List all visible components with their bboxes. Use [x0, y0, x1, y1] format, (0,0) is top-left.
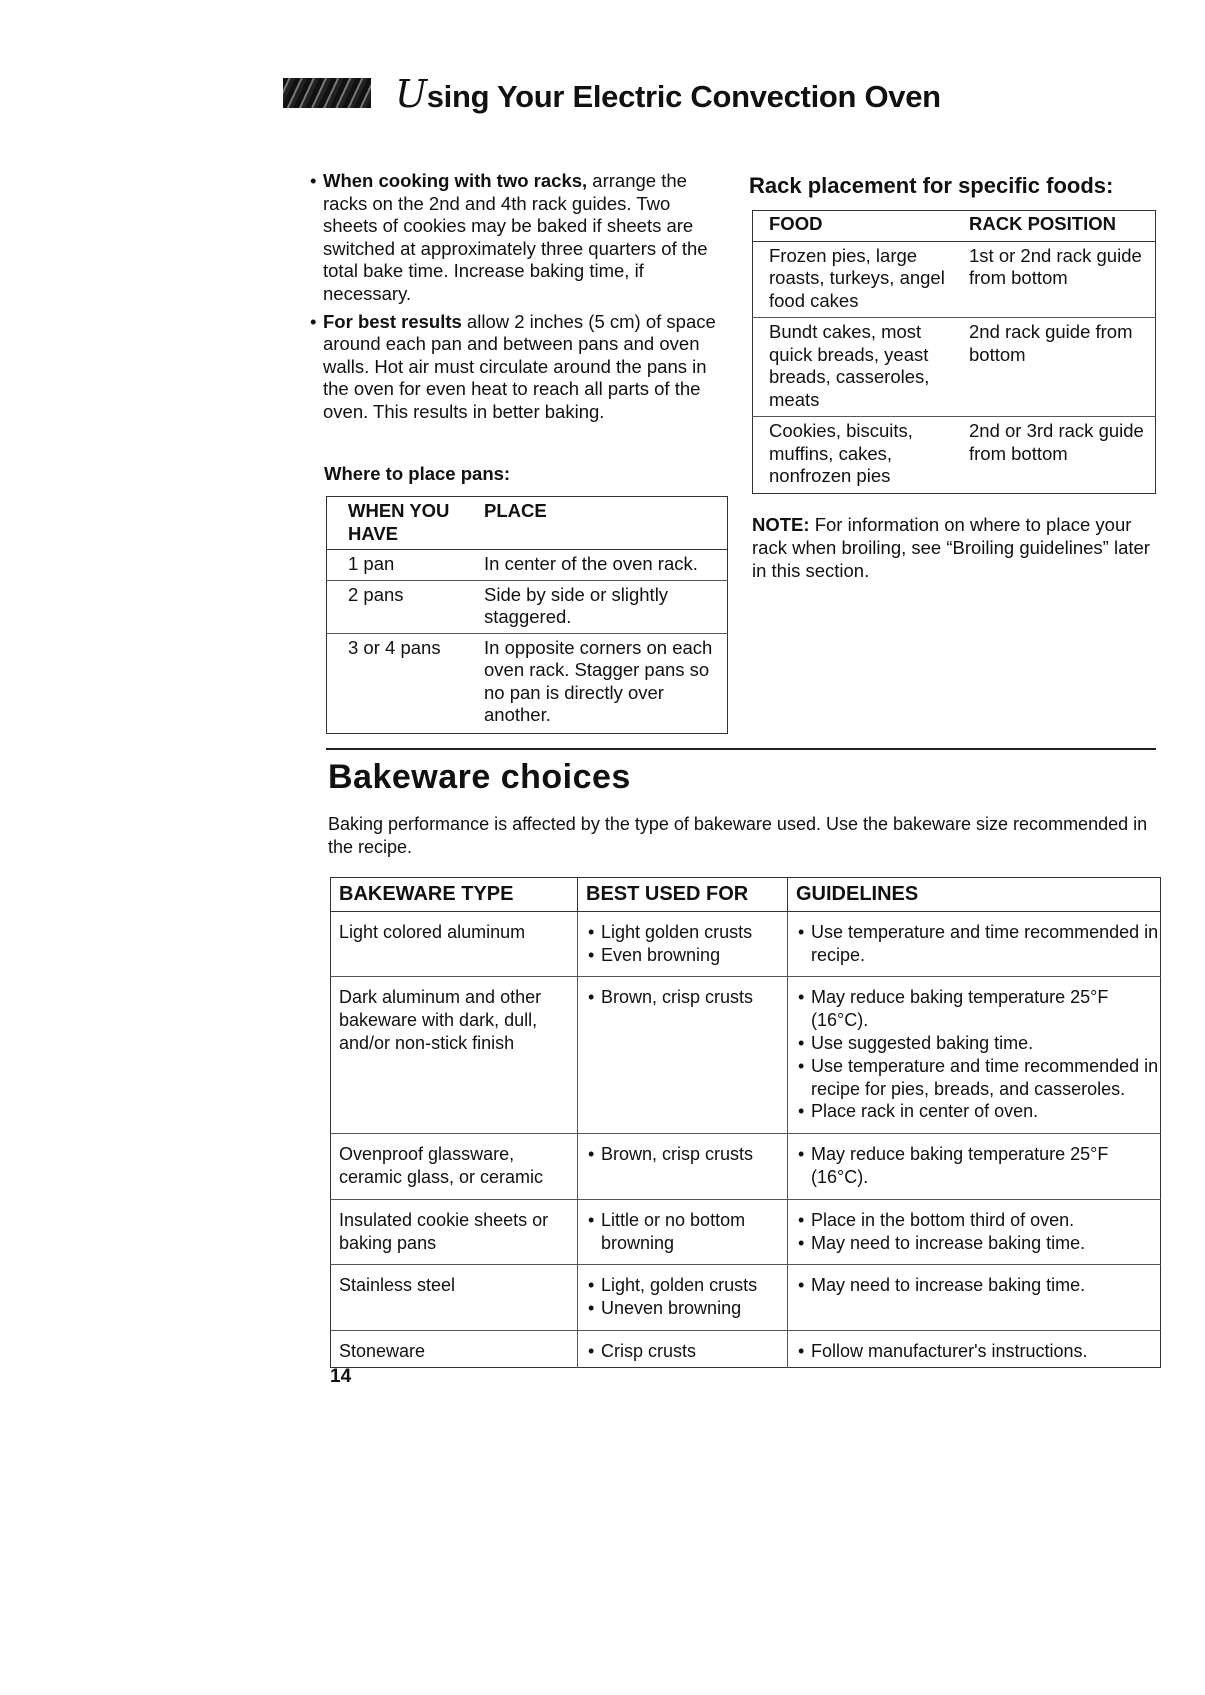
- column-header: WHEN YOU HAVE: [327, 497, 464, 550]
- table-row: [331, 1330, 1161, 1367]
- table-cell: 2 pans: [327, 580, 464, 633]
- page-title-rest: sing Your Electric Convection Oven: [426, 79, 941, 114]
- tip-text: allow 2 inches (5 cm) of space around each pan and between pans and oven walls. Hot air must circulate around the pans in the oven for even heat to reach all parts of the oven. This results in better baking.: [323, 310, 716, 422]
- tip-item: [323, 170, 723, 306]
- tip-lead: When cooking with two racks,: [323, 170, 588, 191]
- bakeware-type-cell: Dark aluminum and other bakeware with dark, dull, and/or non-stick finish: [331, 977, 578, 1134]
- list-item: • Use suggested baking time.: [796, 1032, 1160, 1055]
- table-header-row: [327, 497, 728, 550]
- note-label: NOTE:: [752, 514, 810, 535]
- best-used-for-cell: [578, 1199, 788, 1265]
- best-used-for-cell: [578, 1134, 788, 1200]
- table-header-row: [753, 211, 1156, 242]
- bakeware-type-cell: Stainless steel: [331, 1265, 578, 1331]
- bakeware-section-title: Bakeware choices: [328, 758, 631, 796]
- table-row: [327, 550, 728, 581]
- guidelines-cell: [788, 977, 1161, 1134]
- tips-list: [323, 170, 723, 429]
- table-cell: 1st or 2nd rack guide from bottom: [953, 241, 1156, 318]
- table-row: [753, 318, 1156, 417]
- table-row: [331, 1134, 1161, 1200]
- header-logo-icon: [283, 78, 371, 108]
- table-row: [331, 911, 1161, 977]
- where-to-place-label: Where to place pans:: [324, 463, 511, 484]
- column-header: PLACE: [463, 497, 728, 550]
- table-cell: 1 pan: [327, 550, 464, 581]
- list-item: • Crisp crusts: [586, 1340, 787, 1363]
- column-header: GUIDELINES: [788, 878, 1161, 912]
- guidelines-cell: [788, 911, 1161, 977]
- rack-placement-table: [752, 210, 1156, 494]
- table-cell: 3 or 4 pans: [348, 636, 441, 658]
- list-item: • Brown, crisp crusts: [586, 986, 787, 1009]
- table-row: [753, 417, 1156, 494]
- bakeware-intro: Baking performance is affected by the type of bakeware used. Use the bakeware size recommended in the recipe.: [328, 814, 1148, 857]
- note-text: For information on where to place your rack when broiling, see “Broiling guidelines” later in this section.: [752, 514, 1150, 581]
- best-used-for-cell: [578, 977, 788, 1134]
- table-row: [331, 1199, 1161, 1265]
- table-cell: 2nd or 3rd rack guide from bottom: [969, 420, 1144, 464]
- best-used-for-cell: [578, 911, 788, 977]
- list-item: • May reduce baking temperature 25°F (16°C).: [796, 1143, 1160, 1189]
- list-item: • Light, golden crusts: [586, 1274, 787, 1297]
- list-item: • May need to increase baking time.: [796, 1232, 1160, 1255]
- tip-item: [323, 311, 723, 424]
- list-item: • May reduce baking temperature 25°F (16°C).: [796, 986, 1160, 1032]
- list-item: • Place rack in center of oven.: [796, 1100, 1160, 1123]
- list-item: • Follow manufacturer's instructions.: [796, 1340, 1160, 1363]
- bakeware-type-cell: Ovenproof glassware, ceramic glass, or ceramic: [331, 1134, 578, 1200]
- guidelines-cell: [788, 1134, 1161, 1200]
- best-used-for-cell: [578, 1330, 788, 1367]
- table-cell: 2nd rack guide from bottom: [953, 318, 1156, 417]
- bakeware-type-cell: Insulated cookie sheets or baking pans: [331, 1199, 578, 1265]
- list-item: • Brown, crisp crusts: [586, 1143, 787, 1166]
- table-row: [327, 633, 728, 733]
- list-item: • Little or no bottom browning: [586, 1209, 787, 1255]
- table-cell: Side by side or slightly staggered.: [463, 580, 728, 633]
- list-item: • Light golden crusts: [586, 921, 787, 944]
- page-title-initial: U: [395, 72, 427, 116]
- list-item: • Place in the bottom third of oven.: [796, 1209, 1160, 1232]
- table-header-row: [331, 878, 1161, 912]
- table-row: [327, 580, 728, 633]
- list-item: • May need to increase baking time.: [796, 1274, 1160, 1297]
- list-item: • Even browning: [586, 944, 787, 967]
- guidelines-cell: [788, 1265, 1161, 1331]
- bakeware-type-cell: Light colored aluminum: [331, 911, 578, 977]
- column-header: RACK POSITION: [953, 211, 1156, 242]
- bakeware-table: [330, 877, 1161, 1368]
- table-cell: In opposite corners on each oven rack. Stagger pans so no pan is directly over another.: [484, 636, 713, 725]
- table-row: [331, 1265, 1161, 1331]
- bakeware-type-cell: Stoneware: [331, 1330, 578, 1367]
- tip-lead: For best results: [323, 310, 462, 332]
- guidelines-cell: [788, 1199, 1161, 1265]
- table-cell: Frozen pies, large roasts, turkeys, angel food cakes: [753, 241, 954, 318]
- section-divider: [326, 748, 1156, 750]
- column-header: BEST USED FOR: [578, 878, 788, 912]
- column-header: FOOD: [753, 211, 954, 242]
- list-item: • Use temperature and time recommended in recipe for pies, breads, and casseroles.: [796, 1055, 1160, 1101]
- table-cell: Cookies, biscuits, muffins, cakes, nonfrozen pies: [769, 420, 913, 486]
- page-title: [395, 72, 941, 116]
- table-cell: Bundt cakes, most quick breads, yeast breads, casseroles, meats: [753, 318, 954, 417]
- table-cell: In center of the oven rack.: [463, 550, 728, 581]
- best-used-for-cell: [578, 1265, 788, 1331]
- table-row: [331, 977, 1161, 1134]
- rack-placement-title: Rack placement for specific foods:: [749, 173, 1114, 198]
- broiling-note: [752, 514, 1152, 582]
- list-item: • Uneven browning: [586, 1297, 787, 1320]
- table-row: [753, 241, 1156, 318]
- pans-placement-table: [326, 496, 728, 734]
- column-header: BAKEWARE TYPE: [331, 878, 578, 912]
- list-item: • Use temperature and time recommended in recipe.: [796, 921, 1160, 967]
- guidelines-cell: [788, 1330, 1161, 1367]
- page-number: 14: [330, 1366, 352, 1387]
- tip-text: arrange the racks on the 2nd and 4th rack guides. Two sheets of cookies may be baked if sheets are switched at approximately three quarters of the total bake time. Increase baking time, if necessary.: [323, 170, 708, 304]
